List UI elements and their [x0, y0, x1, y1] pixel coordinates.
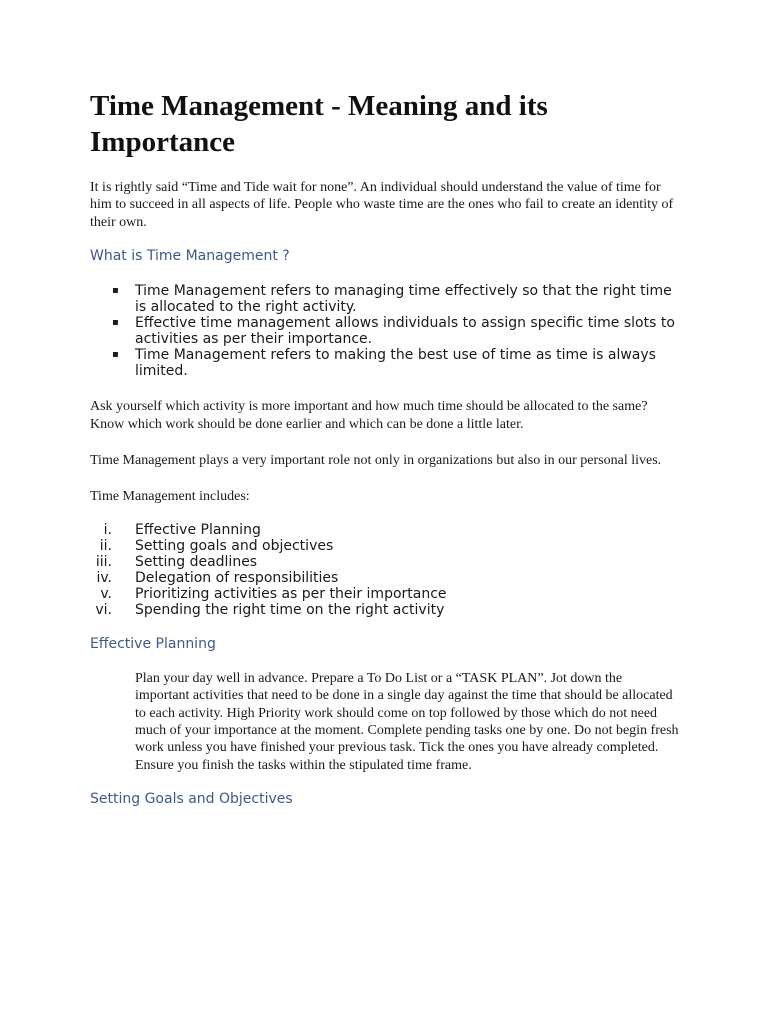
- document-page: [90, 88, 680, 808]
- intro-paragraph: It is rightly said “Time and Tide wait for none”. An individual should understand the value of time for him to succeed in all aspects of life. People who waste time are the ones who fail to create an identity of their own.: [90, 180, 674, 230]
- bullet-icon: ▪: [112, 349, 119, 361]
- list-item: ▪ Time Management refers to making the best use of time as time is always limited.: [112, 347, 656, 380]
- list-item: i. Effective Planning: [103, 521, 261, 538]
- list-item: iii. Setting deadlines: [95, 553, 258, 570]
- heading-setting-goals: Setting Goals and Objectives: [90, 791, 293, 808]
- role-paragraph: Time Management plays a very important role not only in organizations but also in our personal lives.: [90, 453, 662, 469]
- page-title: Time Management - Meaning and its Importance: [90, 90, 548, 158]
- definition-list: [90, 283, 680, 379]
- list-item: ▪ Time Management refers to managing time effectively so that the right time is allocated to the right activity.: [112, 283, 672, 316]
- includes-list: [90, 522, 680, 618]
- effective-planning-paragraph: Plan your day well in advance. Prepare a To Do List or a “TASK PLAN”. Jot down the important activities that need to be done in a single day against the time that should be allocated to each activity. High Priority work should come on top followed by those which do not need much of your importance at the moment. Complete pending tasks one by one. Do not begin fresh work unless you have finished your previous task. Tick the ones you have already completed. Ensure you finish the tasks within the stipulated time frame.: [135, 670, 679, 773]
- list-item: vi. Spending the right time on the right activity: [95, 601, 445, 618]
- list-item: ii. Setting goals and objectives: [99, 537, 334, 554]
- ask-yourself-paragraph: Ask yourself which activity is more important and how much time should be allocated to the same? Know which work should be done earlier and which can be done a little later.: [90, 399, 648, 432]
- heading-effective-planning: Effective Planning: [90, 635, 216, 652]
- list-item: v. Prioritizing activities as per their importance: [100, 585, 447, 602]
- list-item: ▪ Effective time management allows individuals to assign specific time slots to activities as per their importance.: [112, 315, 675, 348]
- heading-what-is-time-management: What is Time Management ?: [90, 248, 290, 265]
- includes-label: Time Management includes:: [90, 489, 250, 505]
- bullet-icon: ▪: [112, 317, 119, 329]
- list-item: iv. Delegation of responsibilities: [96, 569, 339, 586]
- bullet-icon: ▪: [112, 285, 119, 297]
